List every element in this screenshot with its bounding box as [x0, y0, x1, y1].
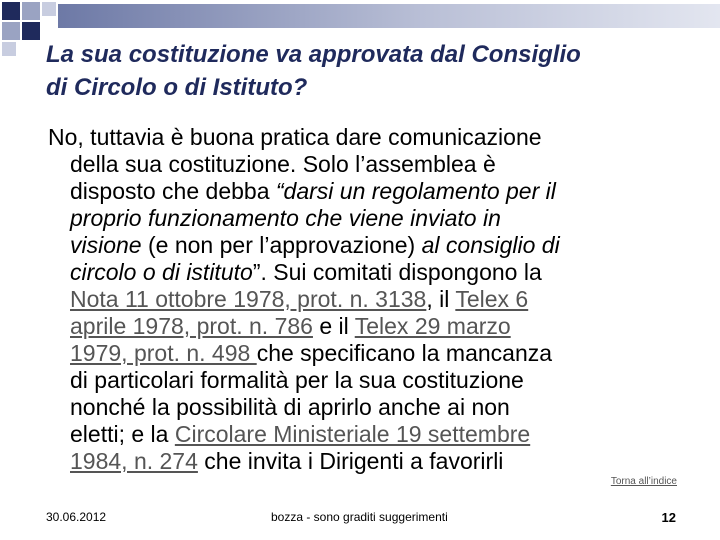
body-line: della sua costituzione. Solo l’assemblea è [70, 151, 496, 177]
telex-29-link[interactable]: Telex 29 marzo [354, 313, 511, 339]
body-line: nonché la possibilità di aprirlo anche ai non [70, 394, 510, 420]
body-line: proprio funzionamento che viene inviato in [70, 205, 501, 231]
slide-body [48, 124, 688, 475]
corner-square-light [2, 22, 20, 40]
circolare-link[interactable]: 1984, n. 274 [70, 448, 198, 474]
body-text: ”. Sui comitati dispongono la [252, 259, 542, 285]
body-quote: circolo o di istituto [70, 259, 253, 285]
telex-6-link[interactable]: aprile 1978, prot. n. 786 [70, 313, 313, 339]
body-line [48, 448, 688, 475]
slide-title [46, 38, 706, 104]
body-quote: “darsi un regolamento per il [275, 178, 556, 204]
body-line [48, 259, 688, 286]
body-quote: al consiglio di [421, 232, 560, 258]
corner-square-dark [22, 22, 40, 40]
body-text: disposto che debba [70, 178, 276, 204]
body-line [48, 286, 688, 313]
corner-square-pale [42, 2, 56, 16]
body-text: (e non per l’approvazione) [141, 232, 422, 258]
body-line [48, 178, 688, 205]
body-quote: visione [70, 232, 142, 258]
body-text: e il [312, 313, 355, 339]
title-bar-gradient [58, 4, 720, 28]
slide-title-line: La sua costituzione va approvata dal Consiglio [46, 41, 581, 68]
body-line [48, 340, 688, 367]
body-text: , il [426, 286, 456, 312]
body-line: di particolari formalità per la sua costituzione [70, 367, 524, 393]
corner-square-pale [2, 42, 16, 56]
body-text: eletti; e la [70, 421, 175, 447]
footer-note: bozza - sono graditi suggerimenti [271, 510, 448, 524]
body-line [48, 421, 688, 448]
body-line [48, 232, 688, 259]
body-line: No, tuttavia è buona pratica dare comunicazione [48, 124, 542, 150]
corner-square-dark [2, 2, 20, 20]
footer-date: 30.06.2012 [46, 510, 107, 524]
body-text: che invita i Dirigenti a favorirli [197, 448, 504, 474]
slide-title-line: di Circolo o di Istituto? [46, 74, 308, 101]
telex-29-link[interactable]: 1979, prot. n. 498 [70, 340, 257, 366]
circolare-link[interactable]: Circolare Ministeriale 19 settembre [174, 421, 531, 447]
body-text: che specificano la mancanza [256, 340, 553, 366]
telex-6-link[interactable]: Telex 6 [455, 286, 529, 312]
corner-square-light [22, 2, 40, 20]
page-number: 12 [661, 510, 676, 525]
nota-link[interactable]: Nota 11 ottobre 1978, prot. n. 3138 [70, 286, 427, 312]
body-line [48, 313, 688, 340]
torna-index-link[interactable]: Torna all’indice [610, 476, 677, 487]
